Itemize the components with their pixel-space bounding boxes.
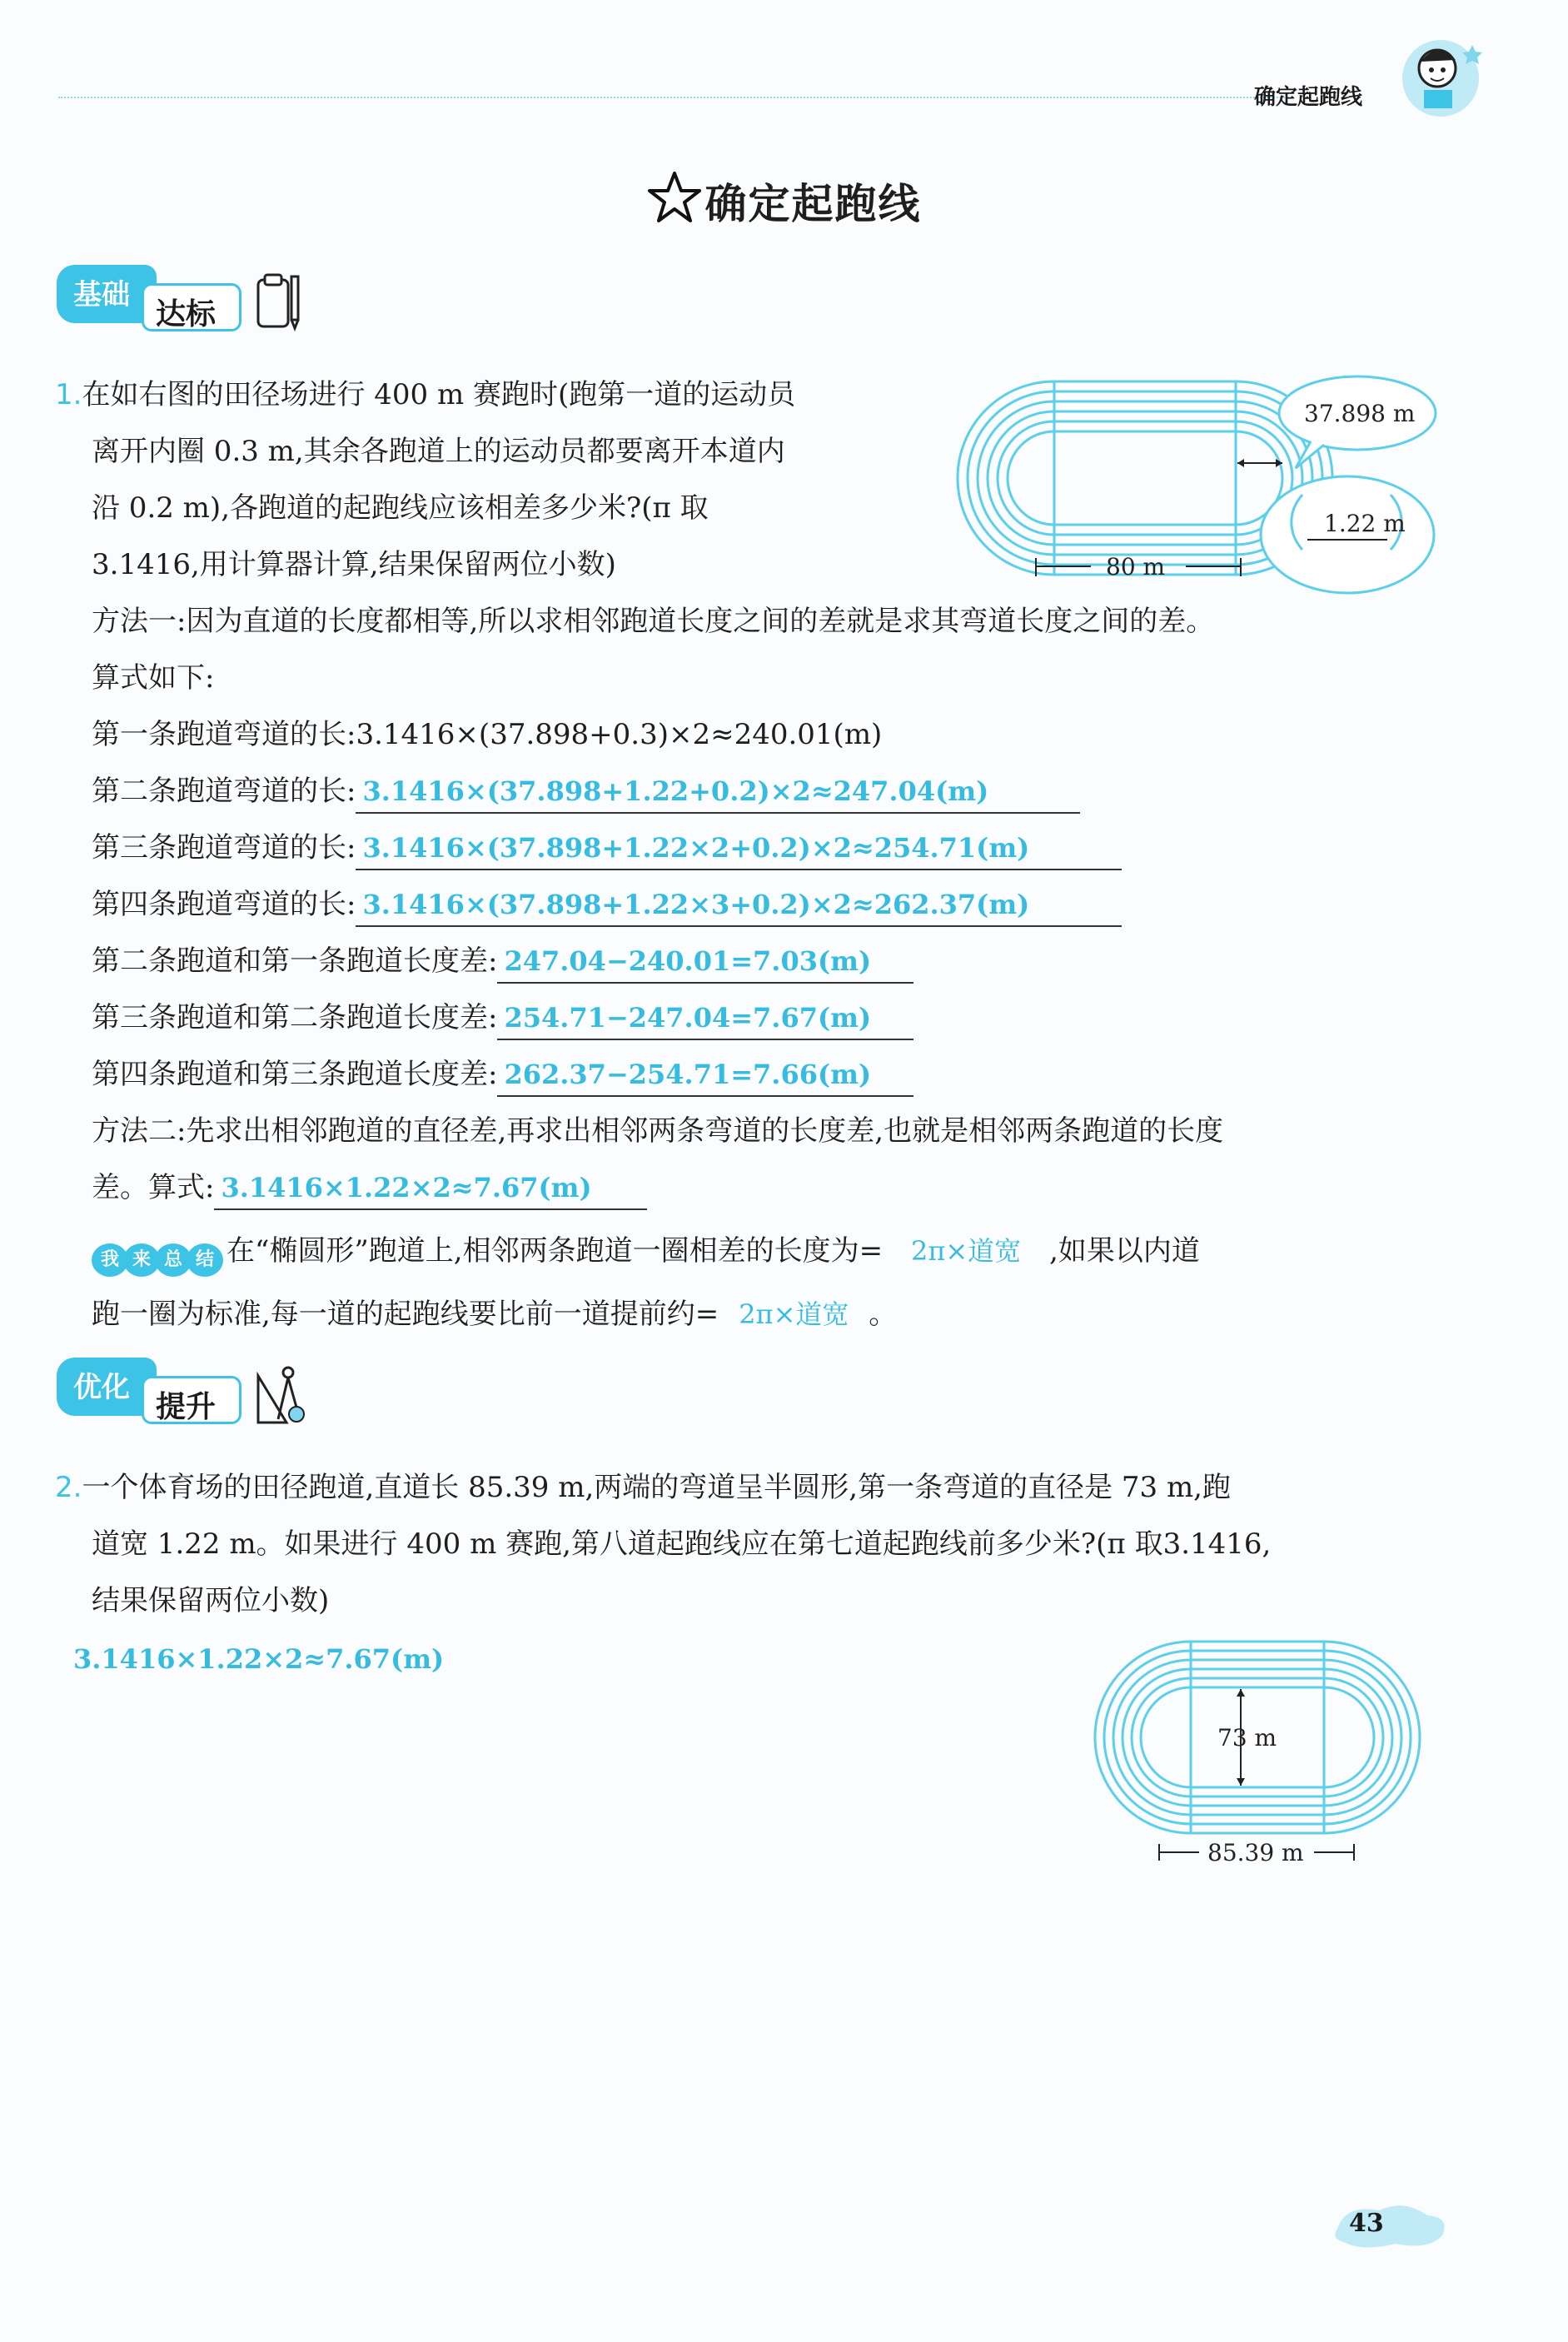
- summary-answer-2[interactable]: 2π×道宽: [739, 1298, 849, 1330]
- summary-answer-1[interactable]: 2π×道宽: [910, 1235, 1022, 1267]
- page-title: 确定起跑线: [0, 170, 1568, 231]
- q1-row-3: 第三条跑道弯道的长: 3.1416×(37.898+1.22×2+0.2)×2≈254.71(m): [92, 820, 1122, 876]
- running-header-title: 确定起跑线: [1254, 85, 1363, 110]
- q2-label-straight: 85.39 m: [1207, 1839, 1304, 1866]
- q1-line-3: 沿 0.2 m),各跑道的起跑线应该相差多少米?(π 取: [92, 491, 709, 525]
- star-icon: [647, 170, 702, 225]
- answer-blank[interactable]: 262.37−254.71=7.66(m): [497, 1054, 913, 1097]
- q1-summary-line-2: 跑一圈为标准,每一道的起跑线要比前一道提前约= 2π×道宽 。: [92, 1286, 897, 1343]
- q2-answer[interactable]: 3.1416×1.22×2≈7.67(m): [73, 1643, 445, 1675]
- q1-row-1: 第一条跑道弯道的长:3.1416×(37.898+0.3)×2≈240.01(m): [92, 718, 883, 751]
- q1-row-6: 第三条跑道和第二条跑道长度差: 254.71−247.04=7.67(m): [92, 989, 913, 1046]
- answer-blank[interactable]: 3.1416×(37.898+1.22×3+0.2)×2≈262.37(m): [356, 884, 1122, 927]
- q2-track-figure: [1066, 1637, 1466, 1876]
- header-rule: [58, 97, 1285, 98]
- q2-line-3: 结果保留两位小数): [92, 1584, 330, 1617]
- q1-row-7: 第四条跑道和第三条跑道长度差: 262.37−254.71=7.66(m): [92, 1046, 913, 1103]
- q1-label-width: 1.22 m: [1324, 510, 1406, 537]
- answer-blank[interactable]: 3.1416×(37.898+1.22×2+0.2)×2≈254.71(m): [356, 827, 1122, 870]
- q1-line-4: 3.1416,用计算器计算,结果保留两位小数): [92, 548, 616, 581]
- summary-badge: 我 来 总 结: [92, 1228, 218, 1284]
- page-number-splash-icon: [1329, 2195, 1454, 2254]
- q1-line-2: 离开内圈 0.3 m,其余各跑道上的运动员都要离开本道内: [92, 435, 785, 468]
- ruler-compass-icon: [253, 1364, 311, 1428]
- q1-label-straight: 80 m: [1106, 553, 1166, 581]
- page-number: 43: [1349, 2209, 1384, 2238]
- q2-line-2: 道宽 1.22 m。如果进行 400 m 赛跑,第八道起跑线应在第七道起跑线前多少米?(π 取3.1416,: [92, 1527, 1272, 1561]
- q1-method-1: 方法一:因为直道的长度都相等,所以求相邻跑道长度之间的差就是求其弯道长度之间的差。: [92, 605, 1215, 638]
- mascot-icon: [1389, 20, 1497, 128]
- q2-line-1: 2.一个体育场的田径跑道,直道长 85.39 m,两端的弯道呈半圆形,第一条弯道的直径是 73 m,跑: [55, 1471, 1231, 1504]
- q1-formula-intro: 算式如下:: [92, 661, 215, 695]
- answer-blank[interactable]: 247.04−240.01=7.03(m): [497, 940, 913, 984]
- q1-summary-line-1: 我 来 总 结 在“椭圆形”跑道上,相邻两条跑道一圈相差的长度为= 2π×道宽 ,如果以内道: [92, 1223, 1200, 1284]
- answer-blank[interactable]: 254.71−247.04=7.67(m): [497, 997, 913, 1040]
- q1-label-diameter: 37.898 m: [1304, 400, 1416, 427]
- q1-line-1: 1.在如右图的田径场进行 400 m 赛跑时(跑第一道的运动员: [55, 378, 796, 411]
- answer-blank[interactable]: 3.1416×1.22×2≈7.67(m): [214, 1167, 647, 1210]
- q1-method-2: 方法二:先求出相邻跑道的直径差,再求出相邻两条弯道的长度差,也就是相邻两条跑道的长度: [92, 1114, 1224, 1148]
- q1-row-5: 第二条跑道和第一条跑道长度差: 247.04−240.01=7.03(m): [92, 933, 913, 989]
- answer-blank[interactable]: 3.1416×(37.898+1.22+0.2)×2≈247.04(m): [356, 770, 1080, 814]
- clipboard-icon: [253, 272, 306, 331]
- q1-row-2: 第二条跑道弯道的长: 3.1416×(37.898+1.22+0.2)×2≈247.04(m): [92, 763, 1080, 820]
- q1-method-2-formula: 差。算式: 3.1416×1.22×2≈7.67(m): [92, 1159, 647, 1216]
- q2-label-diameter: 73 m: [1217, 1724, 1277, 1752]
- q1-track-figure: [933, 358, 1466, 600]
- q1-row-4: 第四条跑道弯道的长: 3.1416×(37.898+1.22×3+0.2)×2≈262.37(m): [92, 876, 1122, 933]
